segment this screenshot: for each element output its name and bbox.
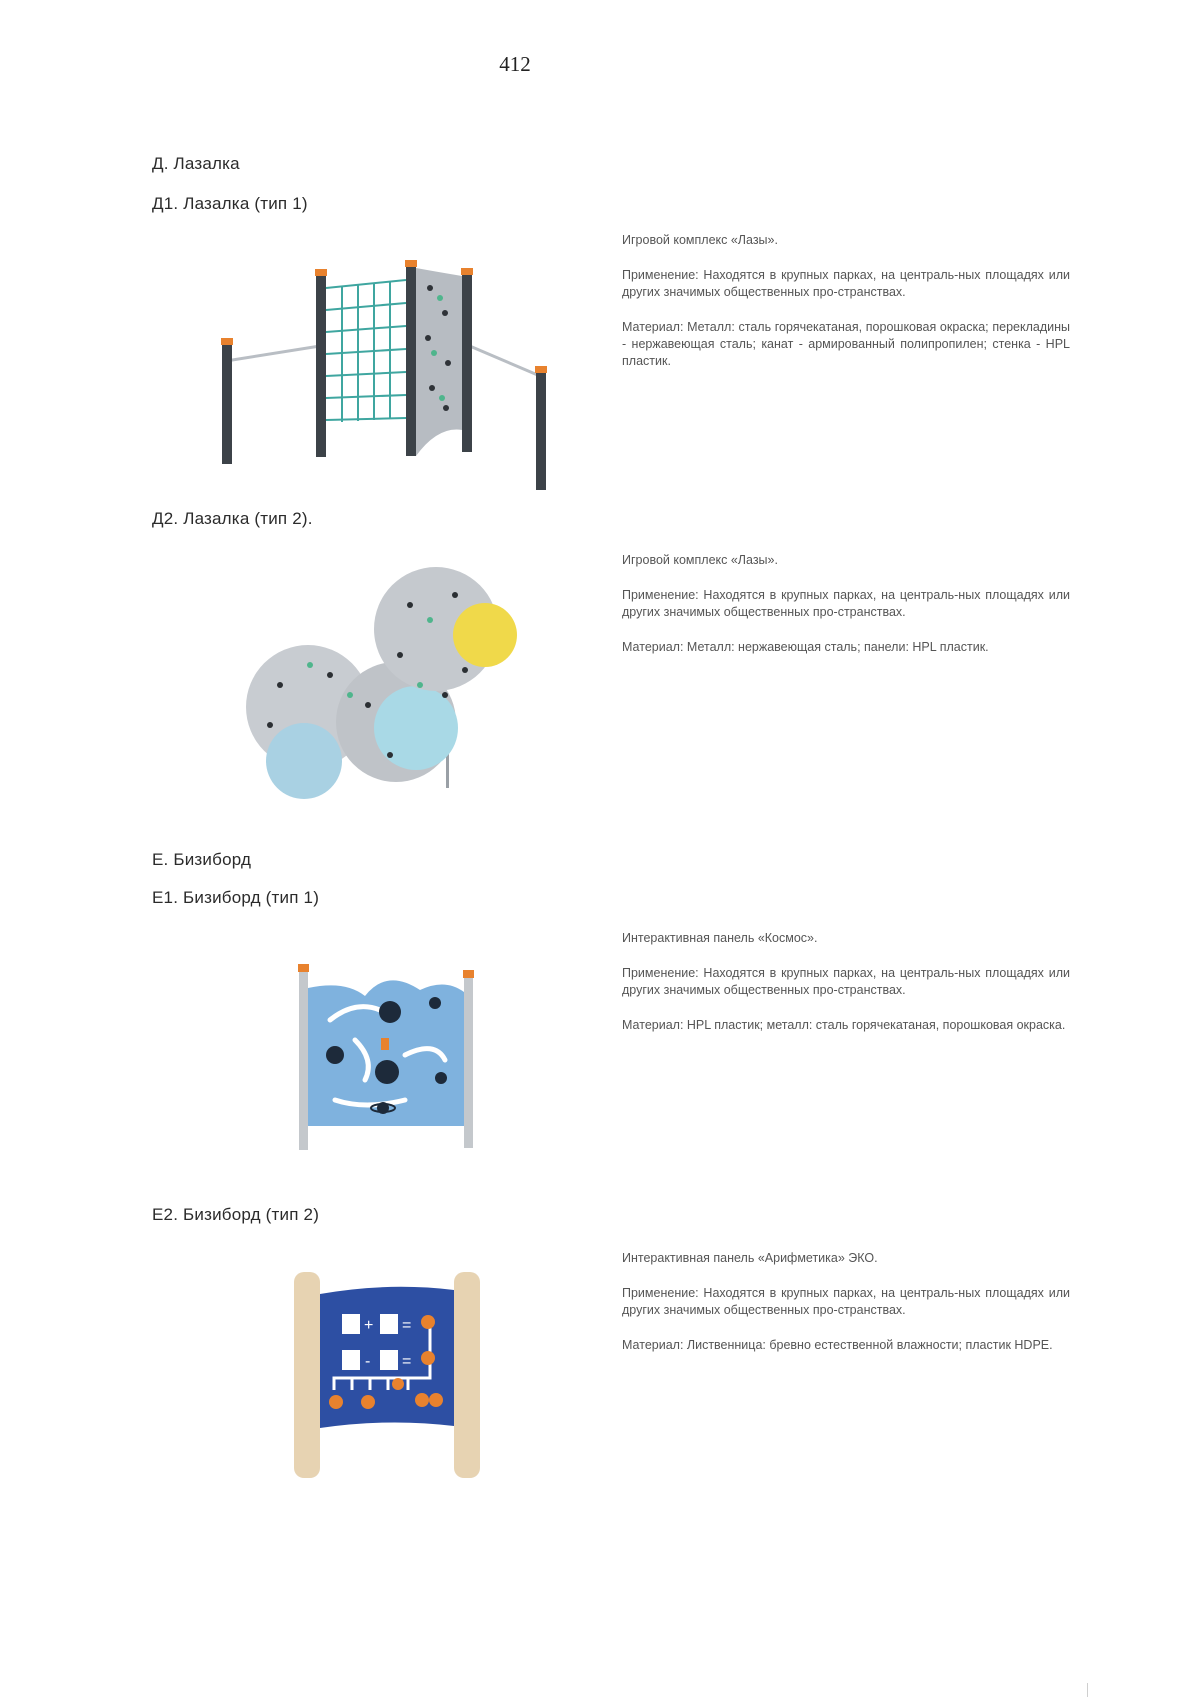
section-title-busyboard: Е. Бизиборд xyxy=(152,850,252,869)
item-desc-busyboard-type2 xyxy=(622,1250,1070,1372)
product-material: Материал: Лиственница: бревно естественной влажности; пластик HDPE. xyxy=(622,1338,1053,1352)
product-usage: Применение: Находятся в крупных парках, на централь-ных площадях или других значимых общественных про-странствах. xyxy=(622,1286,1070,1317)
product-material: Материал: Металл: сталь горячекатаная, порошковая окраска; перекладины - нержавеющая сталь; канат - армированный полипропилен; стенка - HPL пластик. xyxy=(622,320,1070,368)
page-edge-mark xyxy=(1087,1683,1088,1697)
item-desc-climber-type2 xyxy=(622,552,1070,674)
space-panel-illustration xyxy=(295,960,485,1152)
svg-text:-: - xyxy=(365,1353,371,1370)
climbing-spheres-illustration xyxy=(240,565,530,805)
item-title-climber-type1: Д1. Лазалка (тип 1) xyxy=(152,194,308,213)
product-usage: Применение: Находятся в крупных парках, на централь-ных площадях или других значимых общественных про-странствах. xyxy=(622,588,1070,619)
product-name: Интерактивная панель «Космос». xyxy=(622,931,818,945)
product-usage: Применение: Находятся в крупных парках, на централь-ных площадях или других значимых общественных про-странствах. xyxy=(622,268,1070,299)
item-title-busyboard-type2: Е2. Бизиборд (тип 2) xyxy=(152,1205,320,1224)
svg-text:=: = xyxy=(402,1317,412,1334)
item-desc-climber-type1 xyxy=(622,232,1070,388)
arithmetic-panel-illustration xyxy=(290,1268,490,1480)
svg-text:+: + xyxy=(364,1317,374,1334)
product-material: Материал: Металл: нержавеющая сталь; панели: HPL пластик. xyxy=(622,640,989,654)
item-title-busyboard-type1: Е1. Бизиборд (тип 1) xyxy=(152,888,320,907)
product-name: Интерактивная панель «Арифметика» ЭКО. xyxy=(622,1251,878,1265)
product-name: Игровой комплекс «Лазы». xyxy=(622,233,778,247)
climbing-net-frame-illustration xyxy=(210,258,570,494)
page-number: 412 xyxy=(499,52,531,76)
item-desc-busyboard-type1 xyxy=(622,930,1070,1052)
item-title-climber-type2: Д2. Лазалка (тип 2). xyxy=(152,509,313,528)
product-name: Игровой комплекс «Лазы». xyxy=(622,553,778,567)
product-material: Материал: HPL пластик; металл: сталь горячекатаная, порошковая окраска. xyxy=(622,1018,1066,1032)
svg-text:=: = xyxy=(402,1353,412,1370)
product-usage: Применение: Находятся в крупных парках, на централь-ных площадях или других значимых общественных про-странствах. xyxy=(622,966,1070,997)
section-title-climber: Д. Лазалка xyxy=(152,154,240,173)
